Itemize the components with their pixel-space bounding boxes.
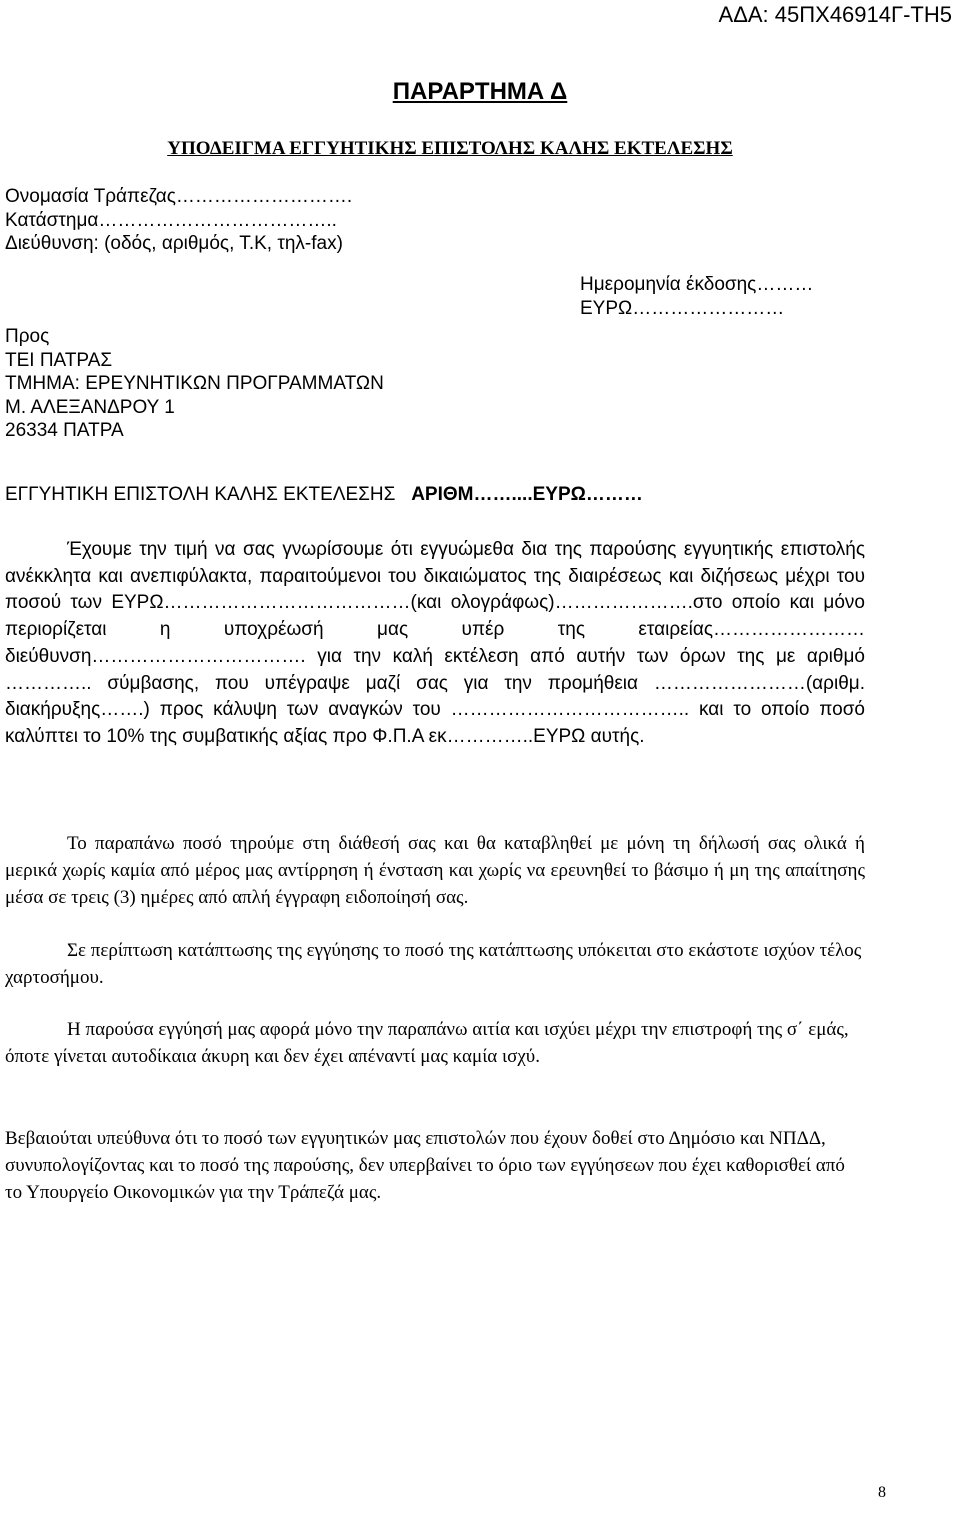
recipient-street: Μ. ΑΛΕΞΑΝΔΡΟΥ 1: [5, 396, 175, 418]
recipient-department: ΤΜΗΜΑ: ΕΡΕΥΝΗΤΙΚΩΝ ΠΡΟΓΡΑΜΜΑΤΩΝ: [5, 373, 384, 394]
bank-name-line: Ονομασία Τράπεζας……………………….: [5, 186, 353, 207]
reference-number: ΑΡΙΘΜ……....ΕΥΡΩ………: [411, 484, 643, 505]
recipient-block: [5, 325, 384, 443]
page-title: ΠΑΡΑΡΤΗΜΑ Δ: [392, 78, 568, 105]
recipient-to: Προς: [5, 326, 50, 347]
paragraph-forfeiture: Σε περίπτωση κατάπτωσης της εγγύησης το ποσό της κατάπτωσης υπόκειται στο εκάστοτε ισχύον τέλος χαρτοσήμου.: [5, 940, 862, 988]
recipient-institution: ΤΕΙ ΠΑΤΡΑΣ: [5, 349, 113, 371]
issue-date-line: Ημερομηνία έκδοσης………: [580, 274, 814, 295]
bank-info: [5, 185, 352, 256]
page-number: 8: [878, 1484, 886, 1501]
ada-header: ΑΔΑ: 45ΠΧ46914Γ-ΤΗ5: [718, 2, 952, 27]
guarantee-reference: [5, 484, 643, 506]
branch-line: Κατάστημα………………………………..: [5, 209, 337, 231]
paragraph-payment: Το παραπάνω ποσό τηρούμε στη διάθεσή σας και θα καταβληθεί με μόνη τη δήλωσή σας ολικά ή μερικά χωρίς καμία από μέρος μας αντίρρηση ή ένσταση και χωρίς να ερευνηθεί το βάσιμο ή μη της απαίτησης μέσα σε τρεις (3) ημέρες από απλή έγγραφη ειδοποίησή σας.: [5, 833, 865, 908]
issue-info: [580, 273, 813, 320]
paragraph-declaration: Βεβαιούται υπεύθυνα ότι το ποσό των εγγυητικών μας επιστολών που έχουν δοθεί στο Δημόσιο και ΝΠΔΔ, συνυπολογίζοντας και το ποσό της παρούσης, δεν υπερβαίνει το όριο των εγγύησεων που έχει καθορισθεί από το Υπουργείο Οικονομικών για την Τράπεζά μας.: [5, 1128, 845, 1203]
address-line: Διεύθυνση: (οδός, αριθμός, Τ.Κ, τηλ-fax): [5, 233, 343, 254]
document-subtitle: ΥΠΟΔΕΙΓΜΑ ΕΓΓΥΗΤΙΚΗΣ ΕΠΙΣΤΟΛΗΣ ΚΑΛΗΣ ΕΚΤΕΛΕΣΗΣ: [167, 138, 733, 159]
reference-label: ΕΓΓΥΗΤΙΚΗ ΕΠΙΣΤΟΛΗ ΚΑΛΗΣ ΕΚΤΕΛΕΣΗΣ: [5, 484, 396, 505]
amount-line: ΕΥΡΩ……………………: [580, 297, 785, 319]
paragraph-guarantee: Έχουμε την τιμή να σας γνωρίσουμε ότι εγγυώμεθα δια της παρούσης εγγυητικής επιστολής ανέκκλητα και ανεπιφύλακτα, παραιτούμενοι του δικαιώματος της διαιρέσεως και διζήσεως μέχρι του ποσού των ΕΥΡΩ…………………………………(και ολογράφως)………………….στο οποίο και μόνο περιορίζεται η υποχρέωσή μας υπέρ της εταιρείας……………………διεύθυνση……………………………. για την καλή εκτέλεση από αυτήν των όρων της με αριθμό ………….. σύμβασης, που υπέγραψε μαζί σας για την προμήθεια ……………………(αριθμ. διακήρυξης…….) προς κάλυψη των αναγκών του ……………………………….. και το οποίο ποσό καλύπτει το 10% της συμβατικής αξίας προ Φ.Π.Α εκ…………..ΕΥΡΩ αυτής.: [5, 539, 865, 747]
paragraph-validity: Η παρούσα εγγύησή μας αφορά μόνο την παραπάνω αιτία και ισχύει μέχρι την επιστροφή της σ΄ εμάς, όποτε γίνεται αυτοδίκαια άκυρη και δεν έχει απέναντί μας καμία ισχύ.: [5, 1019, 849, 1067]
recipient-city: 26334 ΠΑΤΡΑ: [5, 420, 124, 441]
